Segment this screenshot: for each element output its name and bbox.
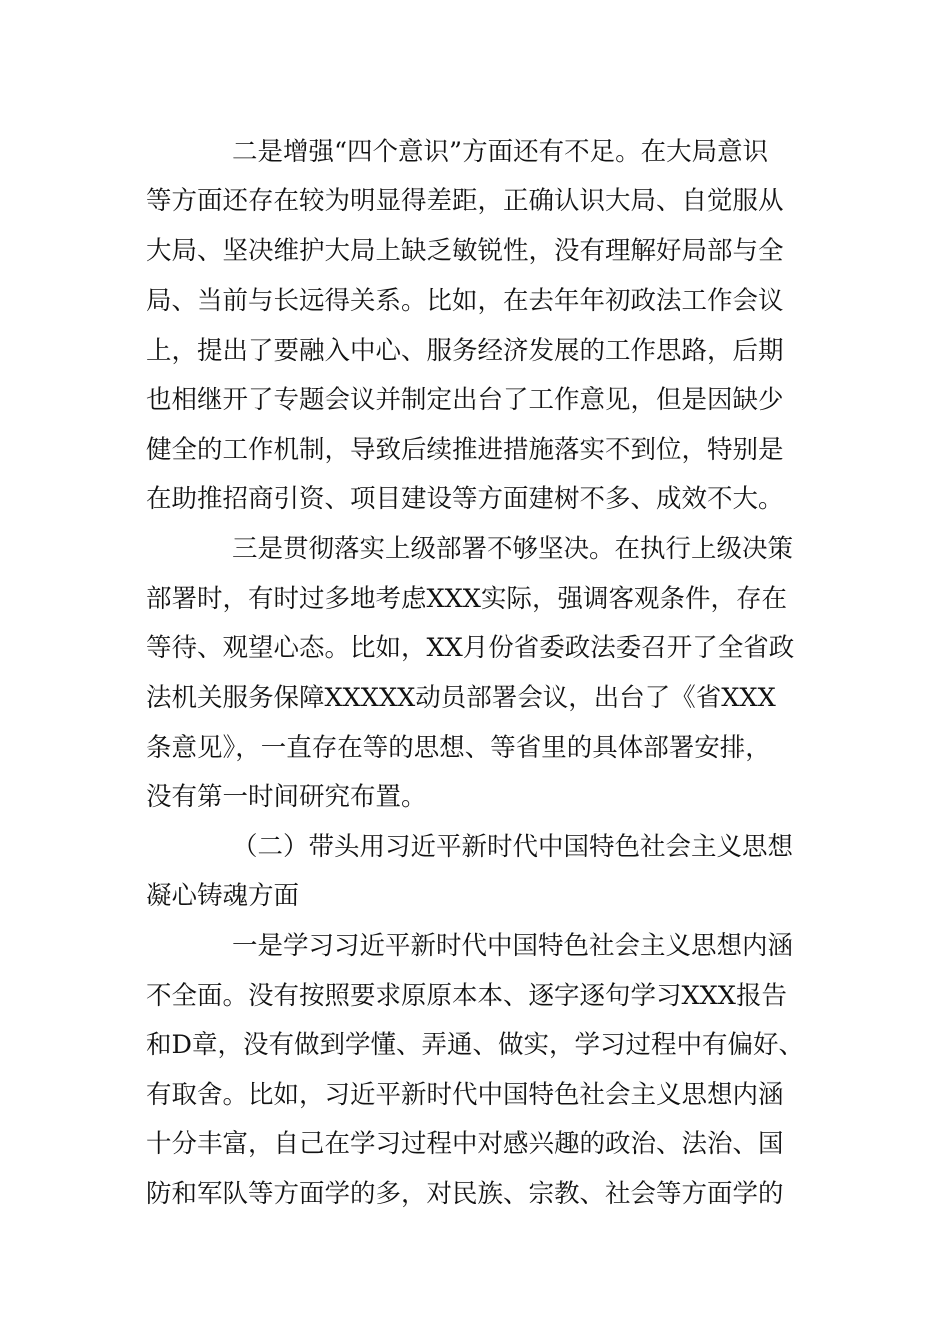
paragraph-3-line-3: 和D章，没有做到学懂、弄通、做实，学习过程中有偏好、 <box>146 1030 804 1060</box>
paragraph-1-line-5: 上，提出了要融入中心、服务经济发展的工作思路，后期 <box>146 336 784 366</box>
paragraph-1-line-3: 大局、坚决维护大局上缺乏敏锐性，没有理解好局部与全 <box>146 236 784 266</box>
section-heading-line-2: 凝心铸魂方面 <box>146 881 300 911</box>
paragraph-3-line-4: 有取舍。比如，习近平新时代中国特色社会主义思想内涵 <box>146 1080 784 1110</box>
paragraph-2-line-6: 没有第一时间研究布置。 <box>146 782 427 812</box>
paragraph-3-line-5: 十分丰富，自己在学习过程中对感兴趣的政治、法治、国 <box>146 1129 784 1159</box>
paragraph-2-line-2: 部署时，有时过多地考虑XXX实际，强调客观条件，存在 <box>146 584 787 614</box>
section-heading-line-1: （二）带头用习近平新时代中国特色社会主义思想 <box>232 832 794 862</box>
paragraph-2-line-3: 等待、观望心态。比如，XX月份省委政法委召开了全省政 <box>146 633 795 663</box>
paragraph-2-line-4: 法机关服务保障XXXXX动员部署会议，出台了《省XXX <box>146 683 776 713</box>
paragraph-3-line-1: 一是学习习近平新时代中国特色社会主义思想内涵 <box>232 931 794 961</box>
paragraph-2-line-5: 条意见》，一直存在等的思想、等省里的具体部署安排， <box>146 733 771 763</box>
paragraph-1-line-1: 二是增强“四个意识”方面还有不足。在大局意识 <box>232 137 769 167</box>
paragraph-1-line-7: 健全的工作机制，导致后续推进措施落实不到位，特别是 <box>146 435 784 465</box>
paragraph-2-line-1: 三是贯彻落实上级部署不够坚决。在执行上级决策 <box>232 534 794 564</box>
paragraph-1-line-6: 也相继开了专题会议并制定出台了工作意见，但是因缺少 <box>146 385 784 415</box>
paragraph-1-line-4: 局、当前与长远得关系。比如，在去年年初政法工作会议 <box>146 286 784 316</box>
paragraph-3-line-6: 防和军队等方面学的多，对民族、宗教、社会等方面学的 <box>146 1179 784 1209</box>
paragraph-1-line-8: 在助推招商引资、项目建设等方面建树不多、成效不大。 <box>146 484 784 514</box>
paragraph-1-line-2: 等方面还存在较为明显得差距，正确认识大局、自觉服从 <box>146 186 784 216</box>
paragraph-3-line-2: 不全面。没有按照要求原原本本、逐字逐句学习XXX报告 <box>146 981 787 1011</box>
